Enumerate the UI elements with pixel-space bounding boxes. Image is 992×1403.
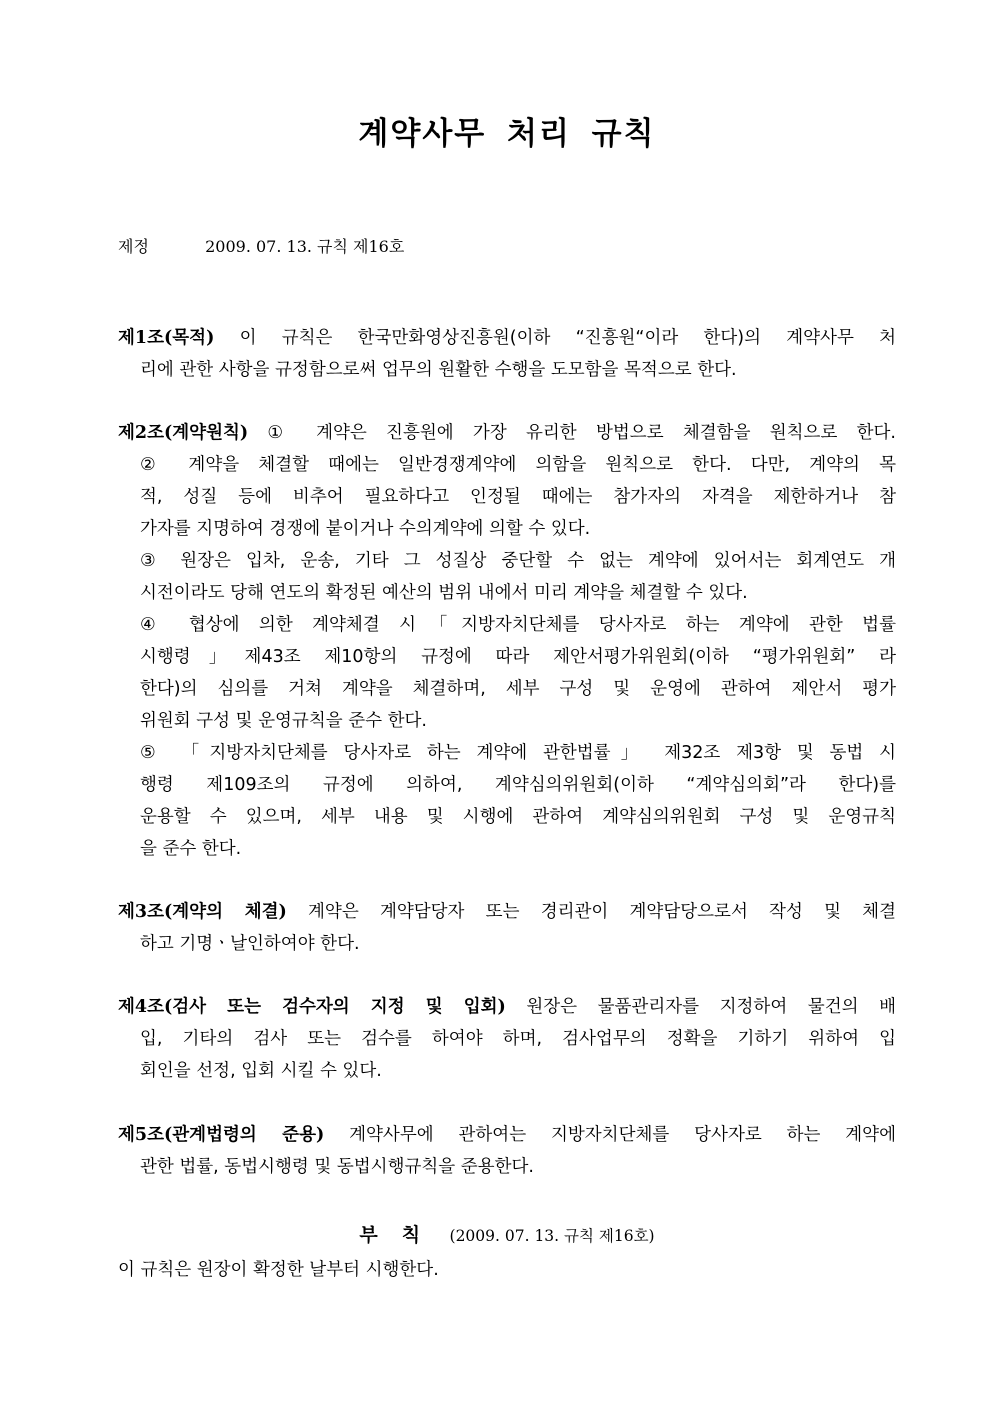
article-text: 운용할 수 있으며, 세부 내용 및 시행에 관하여 계약심의위원회 구성 및 운영규칙 xyxy=(140,807,896,827)
enactment-line xyxy=(118,234,404,257)
article-3 xyxy=(118,896,896,960)
article-text: 관한 법률, 동법시행령 및 동법시행규칙을 준용한다. xyxy=(140,1157,534,1177)
article-text: 계약사무에 관하여는 지방자치단체를 당사자로 하는 계약에 xyxy=(324,1125,896,1145)
article-text: 한다)의 심의를 거쳐 계약을 체결하며, 세부 구성 및 운영에 관하여 제안서 평가 xyxy=(140,679,896,699)
article-5 xyxy=(118,1119,896,1183)
article-heading: 제5조(관계법령의 준용) xyxy=(118,1125,325,1145)
article-text: 행령 제109조의 규정에 의하여, 계약심의위원회(이하 “계약심의회”라 한다)를 xyxy=(140,775,896,795)
addendum-title: 부칙 xyxy=(359,1224,445,1246)
article-heading: 제2조(계약원칙) xyxy=(118,423,249,443)
article-text: 가자를 지명하여 경쟁에 붙이거나 수의계약에 의할 수 있다. xyxy=(140,519,591,539)
article-text: 계약은 계약담당자 또는 경리관이 계약담당으로서 작성 및 체결 xyxy=(286,902,896,922)
addendum-heading xyxy=(0,1220,992,1247)
article-text: ① 계약은 진흥원에 가장 유리한 방법으로 체결함을 원칙으로 한다. xyxy=(248,423,896,443)
article-text: 시행령」제43조 제10항의 규정에 따라 제안서평가위원회(이하 “평가위원회” 라 xyxy=(140,647,896,667)
article-text: 원장은 물품관리자를 지정하여 물건의 배 xyxy=(505,997,896,1017)
article-2 xyxy=(118,417,896,865)
article-text: ③ 원장은 입차, 운송, 기타 그 성질상 중단할 수 없는 계약에 있어서는 회계연도 개 xyxy=(140,551,896,571)
article-1 xyxy=(118,322,896,386)
article-heading: 제3조(계약의 체결) xyxy=(118,902,287,922)
article-text: 이 규칙은 한국만화영상진흥원(이하 “진흥원“이라 한다)의 계약사무 처 xyxy=(214,328,896,348)
article-text: 회인을 선정, 입회 시킬 수 있다. xyxy=(140,1061,382,1081)
article-text: 리에 관한 사항을 규정함으로써 업무의 원활한 수행을 도모함을 목적으로 한다. xyxy=(140,360,737,380)
article-text: 위원회 구성 및 운영규칙을 준수 한다. xyxy=(140,711,427,731)
article-4 xyxy=(118,991,896,1087)
article-heading: 제4조(검사 또는 검수자의 지정 및 입회) xyxy=(118,997,506,1017)
article-text: 시전이라도 당해 연도의 확정된 예산의 범위 내에서 미리 계약을 체결할 수 있다. xyxy=(140,583,748,603)
addendum-body: 이 규칙은 원장이 확정한 날부터 시행한다. xyxy=(118,1260,439,1280)
article-text: 을 준수 한다. xyxy=(140,839,242,859)
enactment-label: 제정 xyxy=(118,237,149,256)
article-text: ② 계약을 체결할 때에는 일반경쟁계약에 의함을 원칙으로 한다. 다만, 계약의 목 xyxy=(140,455,896,475)
article-text: 입, 기타의 검사 또는 검수를 하여야 하며, 검사업무의 정확을 기하기 위하여 입 xyxy=(140,1029,896,1049)
article-text: ⑤ 「지방자치단체를 당사자로 하는 계약에 관한법률」 제32조 제3항 및 동법 시 xyxy=(140,743,896,763)
enactment-value: 2009. 07. 13. 규칙 제16호 xyxy=(205,237,405,256)
addendum-note: (2009. 07. 13. 규칙 제16호) xyxy=(449,1227,655,1245)
article-text: 적, 성질 등에 비추어 필요하다고 인정될 때에는 참가자의 자격을 제한하거나 참 xyxy=(140,487,896,507)
article-text: 하고 기명ㆍ날인하여야 한다. xyxy=(140,934,360,954)
article-heading: 제1조(목적) xyxy=(118,328,215,348)
document-title: 계약사무 처리 규칙 xyxy=(358,116,656,152)
article-text: ④ 협상에 의한 계약체결 시「지방자치단체를 당사자로 하는 계약에 관한 법률 xyxy=(140,615,896,635)
